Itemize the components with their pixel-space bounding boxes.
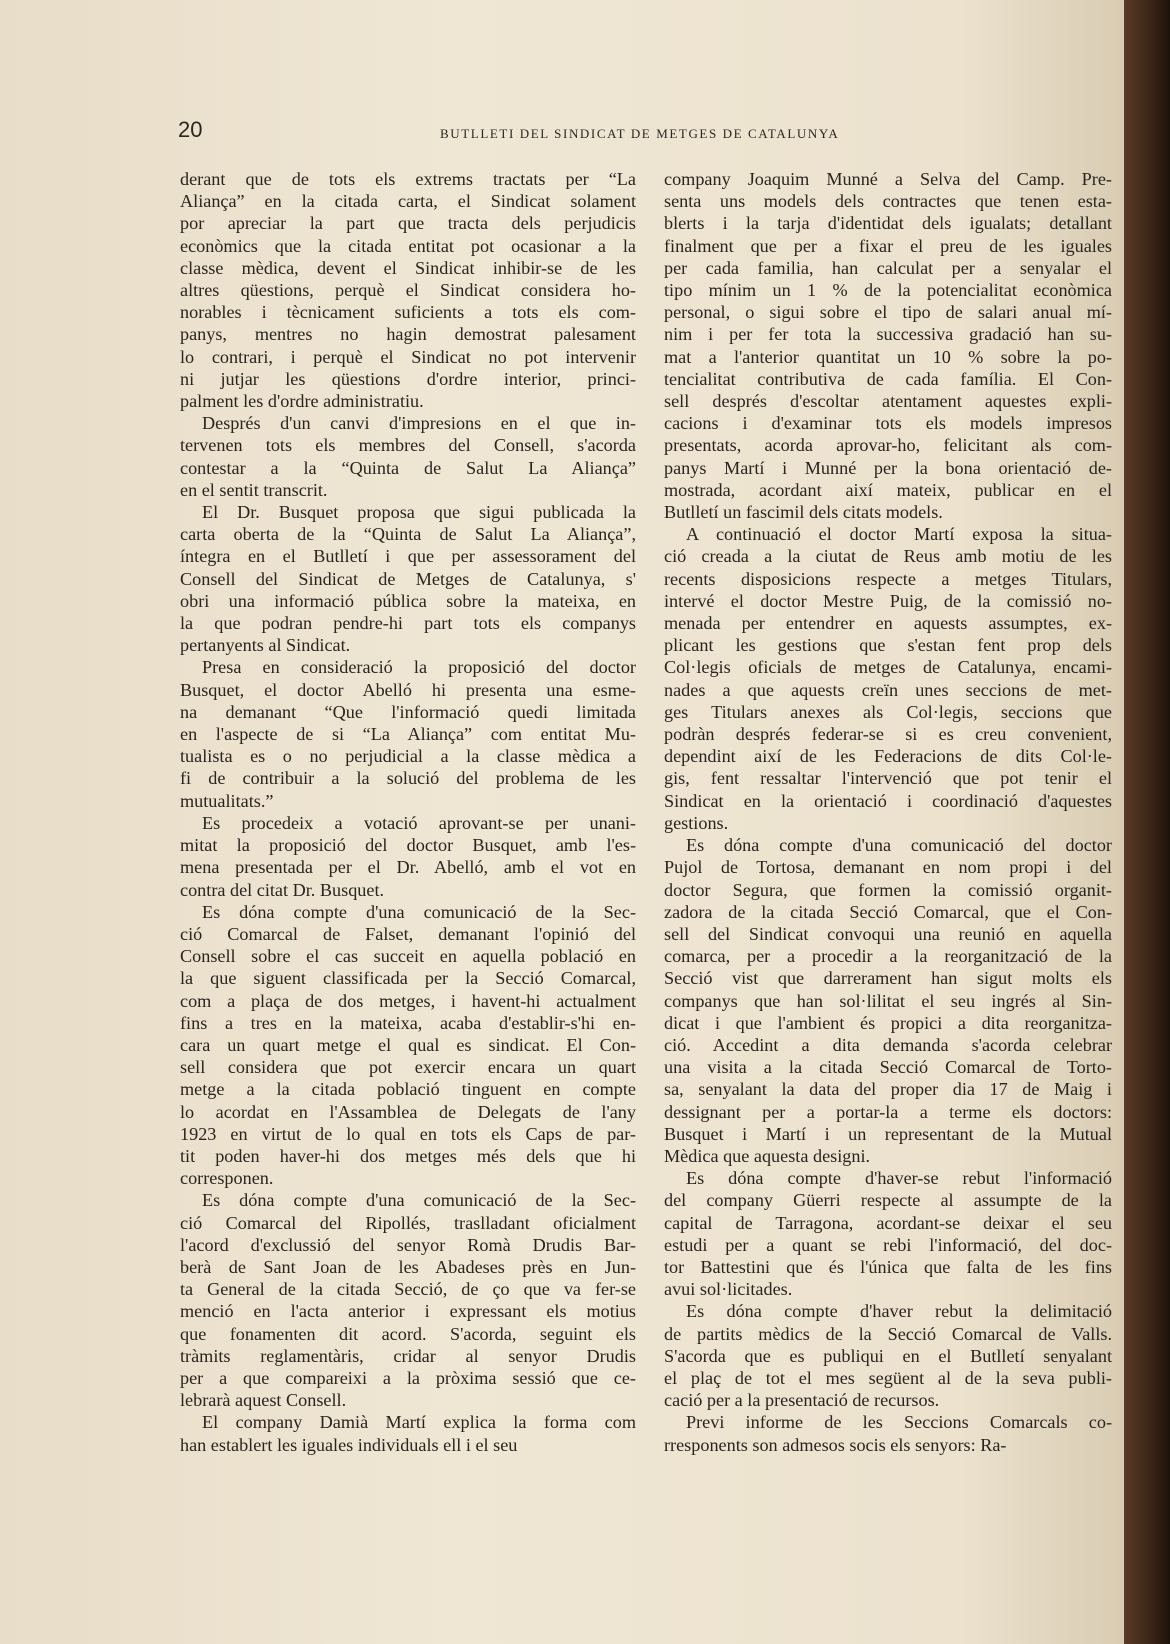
left-text-column bbox=[180, 168, 636, 1456]
text-line: A continuació el doctor Martí exposa la situa- bbox=[686, 524, 1112, 545]
text-line: contestar a la “Quinta de Salut La Aliança” bbox=[180, 457, 636, 478]
text-line: zadora de la citada Secció Comarcal, que el Con- bbox=[664, 901, 1112, 922]
text-line: íntegra en el Butlletí i que per assessorament del bbox=[180, 546, 636, 567]
text-line: estudi per a quant se rebi l'informació, del doc- bbox=[664, 1234, 1112, 1255]
text-line: tor Battestini que és l'única que falta de les fins bbox=[664, 1256, 1112, 1277]
text-line: gestions. bbox=[664, 812, 729, 833]
text-line: sa, senyalant la data del proper dia 17 de Maig i bbox=[664, 1079, 1112, 1100]
text-line: Es dóna compte d'una comunicació de la Sec- bbox=[202, 1190, 636, 1211]
text-line: Previ informe de les Seccions Comarcals co- bbox=[686, 1412, 1112, 1433]
text-line: menció en l'acta anterior i expressant els motius bbox=[180, 1301, 636, 1322]
text-line: finalment que per a fixar el preu de les iguales bbox=[664, 235, 1112, 256]
text-line: Després d'un canvi d'impresions en el que in- bbox=[202, 413, 636, 434]
text-line: capital de Tarragona, acordant-se deixar el seu bbox=[664, 1212, 1112, 1233]
text-line: Mèdica que aquesta designi. bbox=[664, 1145, 871, 1166]
text-line: fi de contribuir a la solució del problema de les bbox=[180, 768, 636, 789]
text-line: han establert les iguales individuals ell i el seu bbox=[180, 1434, 518, 1455]
text-line: mitat la proposició del doctor Busquet, amb l'es- bbox=[180, 835, 636, 856]
text-line: lo contrari, i perquè el Sindicat no pot intervenir bbox=[180, 346, 636, 367]
text-line: avui sol·licitades. bbox=[664, 1279, 793, 1300]
book-spine bbox=[1124, 0, 1170, 1644]
text-line: presentats, acorda aprovar-ho, felicitant als com- bbox=[664, 435, 1112, 456]
text-line: mutualitats.” bbox=[180, 790, 274, 811]
text-line: na demanant “Que l'informació quedi limitada bbox=[180, 701, 636, 722]
text-line: sell després d'escoltar atentament aquestes expli- bbox=[664, 391, 1112, 412]
text-line: ni jutjar les qüestions d'ordre interior, princi- bbox=[180, 368, 636, 389]
text-line: l'acord d'exclussió del senyor Romà Drudis Bar- bbox=[180, 1234, 636, 1255]
text-line: doctor Segura, que formen la comissió organit- bbox=[664, 879, 1112, 900]
text-line: del company Güerri respecte al assumpte de la bbox=[664, 1190, 1112, 1211]
text-line: per cada familia, han calculat per a senyalar el bbox=[664, 257, 1112, 278]
text-line: Es dóna compte d'haver-se rebut l'informació bbox=[686, 1168, 1112, 1189]
text-line: 1923 en virtut de lo qual en tots els Caps de par- bbox=[180, 1123, 636, 1144]
page-header bbox=[178, 117, 908, 147]
text-line: dicat i que l'ambient és propici a dita reorganitza- bbox=[664, 1012, 1112, 1033]
text-line: tualista es o no perjudicial a la classe mèdica a bbox=[180, 746, 636, 767]
text-line: Consell del Sindicat de Metges de Catalunya, s' bbox=[180, 568, 636, 589]
text-line: tipo mínim un 1 % de la potencialitat econòmica bbox=[664, 280, 1112, 301]
paragraph bbox=[180, 656, 636, 811]
paragraph bbox=[180, 412, 636, 501]
text-line: fins a tres en la mateixa, acaba d'establir-s'hi en- bbox=[180, 1012, 636, 1033]
text-line: palment les d'ordre administratiu. bbox=[180, 391, 424, 412]
paragraph bbox=[180, 1411, 636, 1455]
text-line: per a que compareixi a la pròxima sessió que ce- bbox=[180, 1367, 636, 1388]
text-line: econòmics que la citada entitat pot ocasionar a la bbox=[180, 235, 636, 256]
text-line: Consell sobre el cas succeit en aquella població en bbox=[180, 946, 636, 967]
text-line: derant que de tots els extrems tractats per “La bbox=[180, 169, 636, 189]
text-line: podràn després federar-se si es creu convenient, bbox=[664, 724, 1112, 745]
text-line: altres qüestions, perquè el Sindicat considera ho- bbox=[180, 280, 636, 301]
text-line: com a plaça de dos metges, i havent-hi actualment bbox=[180, 990, 636, 1011]
text-line: mostrada, acordant així mateix, publicar en el bbox=[664, 479, 1112, 500]
text-line: senta uns models dels contractes que tenen esta- bbox=[664, 191, 1112, 212]
text-line: Busquet i Martí i un representant de la Mutual bbox=[664, 1123, 1112, 1144]
text-line: de partits mèdics de la Secció Comarcal de Valls. bbox=[664, 1323, 1112, 1344]
text-line: una visita a la citada Secció Comarcal de Torto- bbox=[664, 1057, 1112, 1078]
text-line: mena presentada per el Dr. Abelló, amb el vot en bbox=[180, 857, 636, 878]
paragraph bbox=[180, 812, 636, 901]
text-line: S'acorda que es publiqui en el Butlletí senyalant bbox=[664, 1345, 1112, 1366]
text-line: Es dóna compte d'una comunicació del doctor bbox=[686, 835, 1112, 856]
text-line: cara un quart metge el qual es sindicat. El Con- bbox=[180, 1034, 636, 1055]
text-line: panys Martí i Munné per la bona orientació de- bbox=[664, 457, 1112, 478]
text-line: el plaç de tot el mes següent al de la seva publi- bbox=[664, 1367, 1112, 1388]
text-line: personal, o sigui sobre el tipo de salari anual mí- bbox=[664, 302, 1112, 323]
text-line: que fonamenten dit acord. S'acorda, seguint els bbox=[180, 1323, 636, 1344]
text-line: El Dr. Busquet proposa que sigui publicada la bbox=[202, 502, 636, 523]
text-line: berà de Sant Joan de les Abadeses près en Jun- bbox=[180, 1256, 636, 1277]
text-line: mat a l'anterior quantitat un 10 % sobre la po- bbox=[664, 346, 1112, 367]
text-line: contra del citat Dr. Busquet. bbox=[180, 879, 385, 900]
paragraph bbox=[180, 501, 636, 656]
text-line: ges Titulars anexes als Col·legis, seccions que bbox=[664, 701, 1112, 722]
text-line: El company Damià Martí explica la forma com bbox=[202, 1412, 636, 1433]
paragraph bbox=[664, 523, 1112, 834]
text-line: Es dóna compte d'una comunicació de la Sec- bbox=[202, 901, 636, 922]
text-line: menada per entendrer en aquests assumptes, ex- bbox=[664, 613, 1112, 634]
text-line: panys, mentres no hagin demostrat palesament bbox=[180, 324, 636, 345]
text-line: Butlletí un fascimil dels citats models. bbox=[664, 502, 943, 523]
text-line: Col·legis oficials de metges de Catalunya, encami- bbox=[664, 657, 1112, 678]
paragraph bbox=[180, 1189, 636, 1411]
paragraph bbox=[664, 1411, 1112, 1455]
text-line: Busquet, el doctor Abelló hi presenta una esme- bbox=[180, 679, 636, 700]
text-line: en l'aspecte de si “La Aliança” com entitat Mu- bbox=[180, 724, 636, 745]
text-line: metge a la citada població tinguent en compte bbox=[180, 1079, 636, 1100]
text-line: corresponen. bbox=[180, 1168, 274, 1189]
text-line: la que siguent classificada per la Secció Comarcal, bbox=[180, 968, 636, 989]
text-line: la que podran pendre-hi part tots els companys bbox=[180, 613, 636, 634]
text-line: ta General de la citada Secció, de ço que va fer-se bbox=[180, 1279, 636, 1300]
text-line: Es dóna compte d'haver rebut la delimitació bbox=[686, 1301, 1112, 1322]
text-line: ció Comarcal del Ripollés, traslladant oficialment bbox=[180, 1212, 636, 1233]
paragraph bbox=[664, 834, 1112, 1167]
text-line: nades a que aquests creïn unes seccions de met- bbox=[664, 679, 1112, 700]
paragraph bbox=[180, 168, 636, 412]
right-text-column bbox=[664, 168, 1112, 1456]
text-line: comarca, per a procedir a la reorganització de la bbox=[664, 946, 1112, 967]
text-line: nim i per fer tota la successiva gradació han su- bbox=[664, 324, 1112, 345]
text-line: classe mèdica, devent el Sindicat inhibir-se de les bbox=[180, 257, 636, 278]
text-line: gis, fent ressaltar l'intervenció que pot tenir el bbox=[664, 768, 1112, 789]
running-title: BUTLLETI DEL SINDICAT DE METGES DE CATALUNYA bbox=[440, 126, 840, 141]
text-line: norables i tècnicament suficients a tots els com- bbox=[180, 302, 636, 323]
text-line: blerts i la tarja d'identidat dels igualats; detallant bbox=[664, 213, 1112, 234]
text-line: sell del Sindicat convoqui una reunió en aquella bbox=[664, 923, 1112, 944]
text-line: Pujol de Tortosa, demanant en nom propi i del bbox=[664, 857, 1112, 878]
text-line: plicant les gestions que s'estan fent prop dels bbox=[664, 635, 1112, 656]
paragraph bbox=[664, 1167, 1112, 1300]
text-line: Secció vist que darrerament han sigut molts els bbox=[664, 968, 1112, 989]
text-line: lebrarà aquest Consell. bbox=[180, 1390, 347, 1411]
paragraph bbox=[664, 1300, 1112, 1411]
text-line: sell considera que pot exercir encara un quart bbox=[180, 1057, 636, 1078]
text-line: tràmits reglamentàris, cridar al senyor Drudis bbox=[180, 1345, 636, 1366]
text-line: lo acordat en l'Assamblea de Delegats de l'any bbox=[180, 1101, 636, 1122]
text-line: cació per a la presentació de recursos. bbox=[664, 1390, 940, 1411]
text-line: Sindicat en la orientació i coordinació d'aquestes bbox=[664, 790, 1112, 811]
text-line: ció. Accedint a dita demanda s'acorda celebrar bbox=[664, 1034, 1112, 1055]
text-line: tervenen tots els membres del Consell, s'acorda bbox=[180, 435, 636, 456]
text-line: obri una informació pública sobre la mateixa, en bbox=[180, 590, 636, 611]
text-line: Presa en consideració la proposició del doctor bbox=[202, 657, 636, 678]
text-line: ció creada a la ciutat de Reus amb motiu de les bbox=[664, 546, 1112, 567]
text-line: Aliança” en la citada carta, el Sindicat solament bbox=[180, 191, 636, 212]
text-line: cacions i d'examinar tots els models impresos bbox=[664, 413, 1112, 434]
text-line: recents disposicions respecte a metges Titulars, bbox=[664, 568, 1112, 589]
paragraph bbox=[664, 168, 1112, 523]
text-line: carta oberta de la “Quinta de Salut La Aliança”, bbox=[180, 524, 636, 545]
text-line: Es procedeix a votació aprovant-se per unani- bbox=[202, 812, 636, 833]
text-line: ció Comarcal de Falset, demanant l'opinió del bbox=[180, 923, 636, 944]
text-line: pertanyents al Sindicat. bbox=[180, 635, 351, 656]
text-line: companys que han sol·lilitat el seu ingrés al Sin- bbox=[664, 990, 1112, 1011]
text-line: dessignant per a portar-la a terme els doctors: bbox=[664, 1101, 1112, 1122]
text-line: rresponents son admesos socis els senyors: Ra- bbox=[664, 1434, 1007, 1455]
text-line: tencialitat contributiva de cada família. El Con- bbox=[664, 368, 1112, 389]
text-line: tit poden haver-hi dos metges més dels que hi bbox=[180, 1145, 636, 1166]
text-line: en el sentit transcrit. bbox=[180, 479, 328, 500]
text-line: company Joaquim Munné a Selva del Camp. Pre- bbox=[664, 169, 1112, 189]
text-line: dependint així de les Federacions de dits Col·le- bbox=[664, 746, 1112, 767]
page-number: 20 bbox=[178, 117, 203, 142]
paragraph bbox=[180, 901, 636, 1190]
text-line: intervé el doctor Mestre Puig, de la comissió no- bbox=[664, 590, 1112, 611]
text-line: por apreciar la part que tracta dels perjudicis bbox=[180, 213, 636, 234]
